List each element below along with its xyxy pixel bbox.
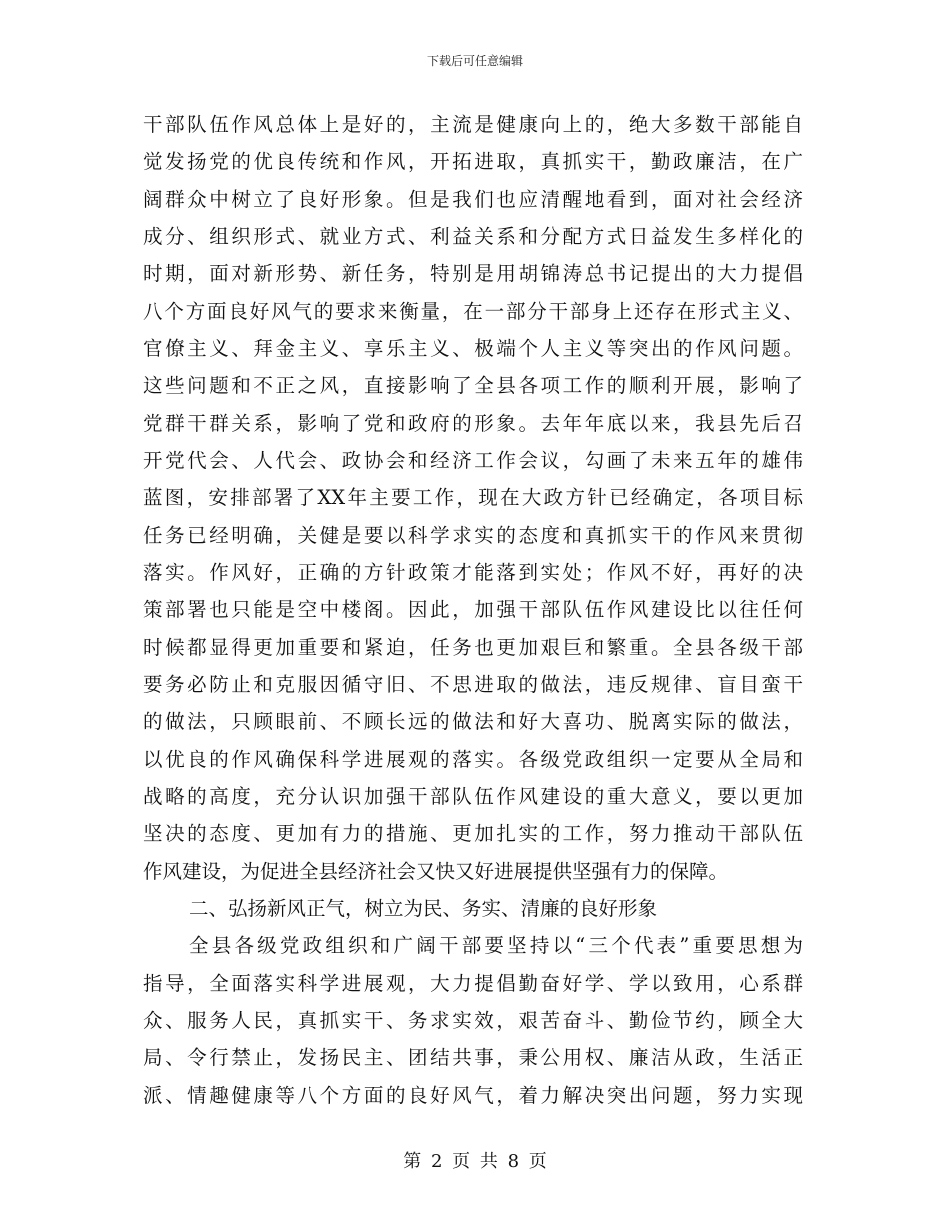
body-line: 时候都显得更加重要和紧迫，任务也更加艰巨和繁重。全县各级干部: [143, 635, 803, 659]
body-line: 八个方面良好风气的要求来衡量，在一部分干部身上还存在形式主义、: [143, 299, 803, 323]
body-line: 局、令行禁止，发扬民主、团结共事，秉公用权、廉洁从政，生活正: [143, 1046, 803, 1070]
body-line: 以优良的作风确保科学进展观的落实。各级党政组织一定要从全局和: [143, 747, 803, 771]
body-line: 蓝图，安排部署了XX年主要工作，现在大政方针已经确定，各项目标: [143, 486, 803, 510]
body-line: 作风建设，为促进全县经济社会又快又好进展提供坚强有力的保障。: [143, 859, 729, 883]
body-line: 落实。作风好，正确的方针政策才能落到实处；作风不好，再好的决: [143, 560, 803, 584]
body-line: 指导，全面落实科学进展观，大力提倡勤奋好学、学以致用，心系群: [143, 971, 803, 995]
page-header: 下载后可任意编辑: [426, 54, 523, 68]
body-line: 开党代会、人代会、政协会和经济工作会议，勾画了未来五年的雄伟: [143, 448, 803, 472]
section-heading: 二、弘扬新风正气，树立为民、务实、清廉的良好形象: [189, 896, 658, 920]
body-line: 觉发扬党的优良传统和作风，开拓进取，真抓实干，勤政廉洁，在广: [143, 150, 803, 174]
body-line: 的做法，只顾眼前、不顾长远的做法和好大喜功、脱离实际的做法，: [143, 710, 803, 734]
body-line: 成分、组织形式、就业方式、利益关系和分配方式日益发生多样化的: [143, 224, 803, 248]
body-line: 官僚主义、拜金主义、享乐主义、极端个人主义等突出的作风问题。: [143, 336, 803, 360]
body-line: 要务必防止和克服因循守旧、不思进取的做法，违反规律、盲目蛮干: [143, 672, 803, 696]
body-line: 阔群众中树立了良好形象。但是我们也应清醒地看到，面对社会经济: [143, 187, 803, 211]
body-line: 任务已经明确，关健是要以科学求实的态度和真抓实干的作风来贯彻: [143, 523, 803, 547]
body-line: 众、服务人民，真抓实干、务求实效，艰苦奋斗、勤俭节约，顾全大: [143, 1008, 803, 1032]
body-line: 策部署也只能是空中楼阁。因此，加强干部队伍作风建设比以往任何: [143, 598, 803, 622]
body-line: 这些问题和不正之风，直接影响了全县各项工作的顺利开展，影响了: [143, 374, 803, 398]
body-line: 干部队伍作风总体上是好的，主流是健康向上的，绝大多数干部能自: [143, 113, 803, 136]
page-number-footer: 第 2 页 共 8 页: [403, 1151, 547, 1172]
body-line: 战略的高度，充分认识加强干部队伍作风建设的重大意义，要以更加: [143, 784, 803, 808]
body-line: 时期，面对新形势、新任务，特别是用胡锦涛总书记提出的大力提倡: [143, 262, 803, 286]
body-line: 派、情趣健康等八个方面的良好风气，着力解决突出问题，努力实现: [143, 1083, 803, 1107]
body-line: 全县各级党政组织和广阔干部要坚持以“三个代表”重要思想为: [189, 934, 803, 958]
body-line: 坚决的态度、更加有力的措施、更加扎实的工作，努力推动干部队伍: [143, 822, 803, 846]
body-line: 党群干群关系，影响了党和政府的形象。去年年底以来，我县先后召: [143, 411, 803, 435]
document-body: [143, 106, 803, 1114]
